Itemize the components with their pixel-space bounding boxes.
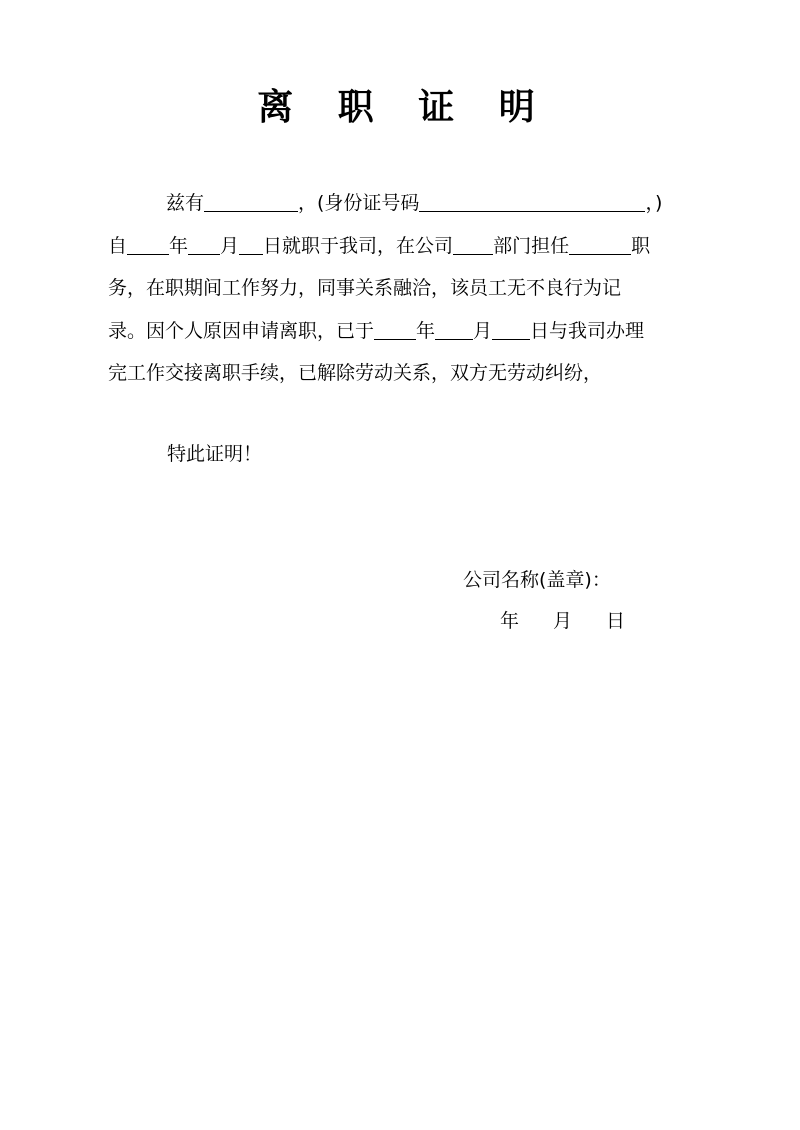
text-year: 年 bbox=[169, 234, 189, 257]
text-month: 月 bbox=[220, 234, 240, 257]
date-year: 年 bbox=[500, 610, 520, 632]
text-leave-year: 年 bbox=[416, 319, 436, 342]
blank-name[interactable] bbox=[204, 191, 298, 212]
text-zi-you: 兹有 bbox=[166, 192, 205, 214]
text-position: 职 bbox=[631, 234, 651, 257]
text-from: 自 bbox=[108, 234, 128, 257]
text-handover: 日与我司办理 bbox=[530, 319, 645, 342]
certificate-body bbox=[108, 182, 698, 395]
blank-leave-year[interactable] bbox=[374, 319, 416, 340]
body-line-3: 务，在职期间工作努力，同事关系融洽，该员工无不良行为记 bbox=[108, 277, 622, 299]
body-line-1 bbox=[108, 182, 698, 225]
blank-start-month[interactable] bbox=[188, 234, 220, 255]
date-month: 月 bbox=[553, 610, 573, 632]
company-seal-label: 公司名称(盖章)： bbox=[463, 569, 611, 591]
blank-start-year[interactable] bbox=[127, 234, 169, 255]
body-line-2 bbox=[108, 225, 698, 268]
blank-department[interactable] bbox=[453, 234, 493, 255]
body-line-5: 完工作交接离职手续，已解除劳动关系，双方无劳动纠纷， bbox=[108, 362, 603, 384]
text-leave-month: 月 bbox=[473, 319, 493, 342]
date-day: 日 bbox=[606, 610, 626, 632]
blank-start-day[interactable] bbox=[239, 234, 263, 255]
closing-statement: 特此证明！ bbox=[167, 443, 263, 465]
blank-leave-day[interactable] bbox=[492, 319, 530, 340]
text-joined: 日就职于我司，在公司 bbox=[263, 234, 454, 257]
text-id-label: ，(身份证号码 bbox=[298, 192, 420, 214]
signature-date bbox=[500, 607, 625, 635]
text-reason: 录。因个人原因申请离职，已于 bbox=[108, 319, 375, 342]
body-line-4 bbox=[108, 310, 698, 353]
text-id-close: ，) bbox=[645, 192, 663, 214]
document-title: 离 职 证 明 bbox=[257, 87, 551, 128]
blank-position[interactable] bbox=[569, 234, 631, 255]
blank-id-number[interactable] bbox=[419, 191, 645, 212]
text-department: 部门担任 bbox=[493, 234, 570, 257]
blank-leave-month[interactable] bbox=[435, 319, 473, 340]
